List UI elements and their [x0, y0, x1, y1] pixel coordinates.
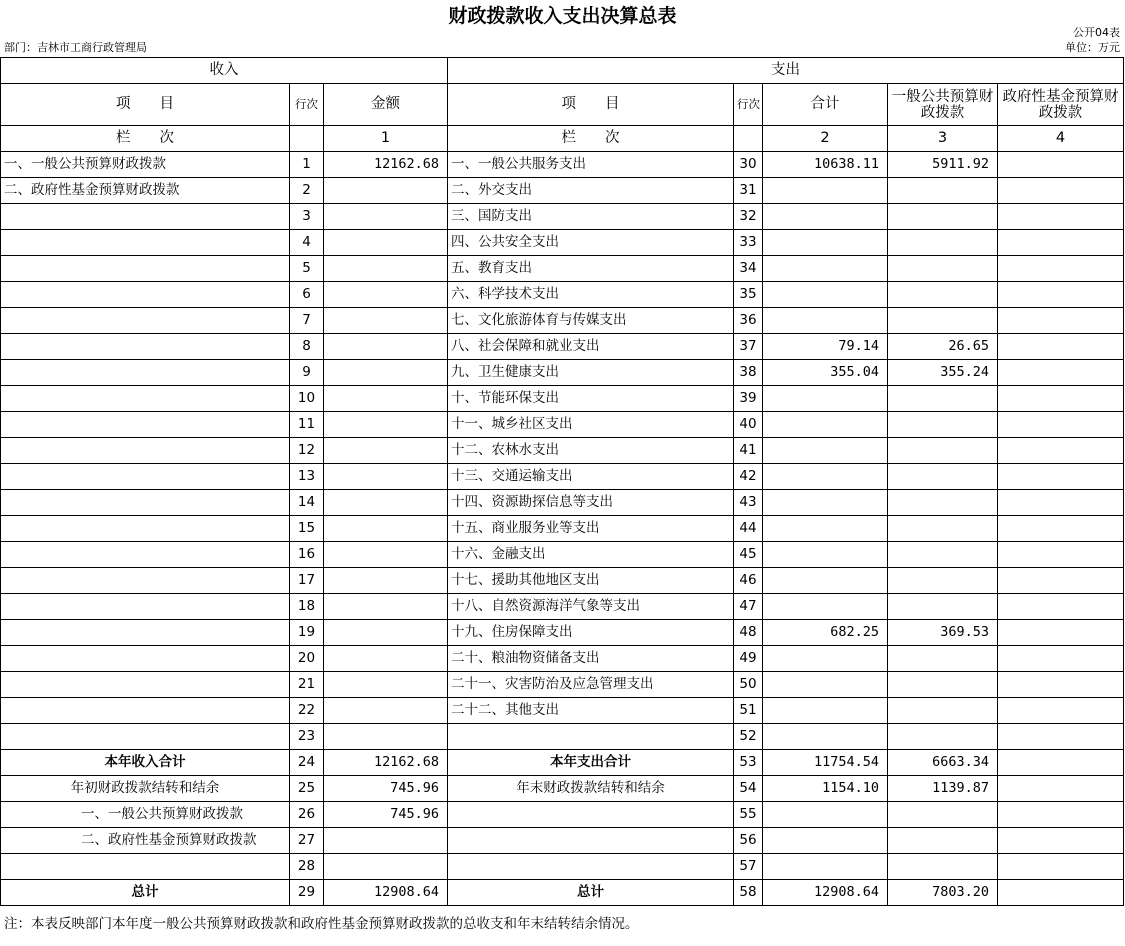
income-amount-cell: [324, 412, 448, 438]
income-row-no-cell: 23: [290, 724, 324, 750]
fund-budget-cell: [998, 698, 1124, 724]
fund-budget-cell: [998, 178, 1124, 204]
income-item-cell: [1, 542, 290, 568]
expense-row-no-cell: 35: [734, 282, 763, 308]
income-amount-cell: [324, 854, 448, 880]
income-item-cell: [1, 412, 290, 438]
income-amount-cell: [324, 256, 448, 282]
general-budget-cell: [888, 672, 998, 698]
income-item-cell: [1, 438, 290, 464]
table-row: [1, 620, 1124, 646]
table-row: [1, 282, 1124, 308]
expense-total-cell: [763, 490, 888, 516]
expense-item-cell: 六、科学技术支出: [448, 282, 734, 308]
expense-row-no-cell: 49: [734, 646, 763, 672]
income-row-no-cell: 9: [290, 360, 324, 386]
expense-total-cell: [763, 178, 888, 204]
income-row-no-cell: 22: [290, 698, 324, 724]
table-row: [1, 802, 1124, 828]
expense-item-cell: 五、教育支出: [448, 256, 734, 282]
income-amount-cell: [324, 204, 448, 230]
expense-total-cell: 12908.64: [763, 880, 888, 906]
income-item-cell: 一、一般公共预算财政拨款: [1, 152, 290, 178]
general-budget-cell: [888, 256, 998, 282]
fund-budget-cell: [998, 516, 1124, 542]
income-item-cell: [1, 308, 290, 334]
expense-item-cell: 四、公共安全支出: [448, 230, 734, 256]
fund-budget-cell: [998, 724, 1124, 750]
table-row: [1, 178, 1124, 204]
table-row: [1, 828, 1124, 854]
income-row-no-cell: 14: [290, 490, 324, 516]
income-row-no-cell: 4: [290, 230, 324, 256]
expense-row-no-cell: 48: [734, 620, 763, 646]
income-row-no-cell: 21: [290, 672, 324, 698]
income-amount-cell: [324, 594, 448, 620]
income-amount-cell: 12908.64: [324, 880, 448, 906]
income-amount-cell: 12162.68: [324, 152, 448, 178]
income-row-no-cell: 6: [290, 282, 324, 308]
expense-total-cell: [763, 698, 888, 724]
fund-budget-cell: [998, 646, 1124, 672]
expense-row-no-cell: 58: [734, 880, 763, 906]
income-item-cell: [1, 256, 290, 282]
income-item-cell: [1, 672, 290, 698]
income-item-cell: 二、政府性基金预算财政拨款: [1, 828, 290, 854]
expense-item-cell: 二、外交支出: [448, 178, 734, 204]
table-row: [1, 542, 1124, 568]
income-item-cell: [1, 464, 290, 490]
expense-total-cell: [763, 646, 888, 672]
column-index-1: 1: [324, 126, 448, 152]
income-amount-cell: [324, 646, 448, 672]
income-section-header: 收入: [1, 58, 448, 84]
fund-budget-cell: [998, 802, 1124, 828]
table-row: [1, 308, 1124, 334]
expense-total-cell: [763, 438, 888, 464]
department-label: 部门：吉林市工商行政管理局: [4, 41, 147, 54]
fund-budget-cell: [998, 490, 1124, 516]
expense-item-cell: 十、节能环保支出: [448, 386, 734, 412]
income-item-cell: [1, 516, 290, 542]
expense-total-cell: 10638.11: [763, 152, 888, 178]
table-row: [1, 646, 1124, 672]
income-row-no-cell: 20: [290, 646, 324, 672]
income-row-no-cell: 18: [290, 594, 324, 620]
table-row: [1, 360, 1124, 386]
income-row-no-cell: 25: [290, 776, 324, 802]
income-row-no-cell: 3: [290, 204, 324, 230]
general-budget-cell: [888, 490, 998, 516]
expense-total-cell: [763, 464, 888, 490]
expense-row-no-cell: 47: [734, 594, 763, 620]
fund-budget-cell: [998, 672, 1124, 698]
expense-item-cell: [448, 724, 734, 750]
expense-row-no-cell: 39: [734, 386, 763, 412]
expense-total-cell: 1154.10: [763, 776, 888, 802]
general-budget-cell: 6663.34: [888, 750, 998, 776]
table-row: [1, 594, 1124, 620]
fund-budget-cell: [998, 620, 1124, 646]
expense-item-cell: 三、国防支出: [448, 204, 734, 230]
fund-budget-cell: [998, 204, 1124, 230]
table-row: [1, 516, 1124, 542]
income-amount-cell: [324, 360, 448, 386]
expense-row-no-cell: 46: [734, 568, 763, 594]
expense-item-cell: 十二、农林水支出: [448, 438, 734, 464]
fund-budget-cell: [998, 438, 1124, 464]
unit-label: 单位：万元: [1065, 41, 1120, 54]
column-header-row: [1, 84, 1124, 126]
income-item-cell: 本年收入合计: [1, 750, 290, 776]
expense-row-no-cell: 52: [734, 724, 763, 750]
general-budget-header: 一般公共预算财政拨款: [888, 84, 998, 126]
income-amount-cell: 745.96: [324, 802, 448, 828]
expense-row-no-cell: 53: [734, 750, 763, 776]
general-budget-cell: [888, 594, 998, 620]
expense-row-no-cell: 33: [734, 230, 763, 256]
expense-total-cell: [763, 204, 888, 230]
income-item-cell: [1, 724, 290, 750]
table-row: [1, 776, 1124, 802]
expense-row-no-cell: 54: [734, 776, 763, 802]
expense-item-cell: 八、社会保障和就业支出: [448, 334, 734, 360]
expense-item-cell: 十七、援助其他地区支出: [448, 568, 734, 594]
expense-total-cell: [763, 854, 888, 880]
fund-budget-cell: [998, 360, 1124, 386]
income-item-header: 项 目: [1, 84, 290, 126]
income-item-cell: [1, 594, 290, 620]
income-row-no-cell: 24: [290, 750, 324, 776]
income-item-cell: [1, 568, 290, 594]
income-amount-cell: 12162.68: [324, 750, 448, 776]
expense-row-no-cell: 43: [734, 490, 763, 516]
expense-total-cell: [763, 724, 888, 750]
section-header-row: [1, 58, 1124, 84]
income-row-no-cell: 29: [290, 880, 324, 906]
income-amount-cell: [324, 672, 448, 698]
expense-item-cell: 年末财政拨款结转和结余: [448, 776, 734, 802]
expense-row-no-header: 行次: [734, 84, 763, 126]
income-amount-cell: [324, 438, 448, 464]
table-row: [1, 698, 1124, 724]
income-item-cell: 年初财政拨款结转和结余: [1, 776, 290, 802]
general-budget-cell: [888, 568, 998, 594]
fund-budget-cell: [998, 230, 1124, 256]
expense-row-no-cell: 40: [734, 412, 763, 438]
income-item-cell: 二、政府性基金预算财政拨款: [1, 178, 290, 204]
expense-total-cell: [763, 308, 888, 334]
income-row-no-cell: 13: [290, 464, 324, 490]
income-row-no-cell: 16: [290, 542, 324, 568]
expense-item-cell: 七、文化旅游体育与传媒支出: [448, 308, 734, 334]
table-row: [1, 412, 1124, 438]
column-index-4: 4: [998, 126, 1124, 152]
expense-total-cell: 79.14: [763, 334, 888, 360]
income-item-cell: [1, 490, 290, 516]
fund-budget-cell: [998, 854, 1124, 880]
expense-row-no-cell: 44: [734, 516, 763, 542]
expense-total-cell: [763, 802, 888, 828]
income-amount-cell: [324, 386, 448, 412]
table-row: [1, 256, 1124, 282]
income-amount-cell: [324, 698, 448, 724]
expense-item-cell: 十一、城乡社区支出: [448, 412, 734, 438]
table-row: [1, 854, 1124, 880]
general-budget-cell: [888, 308, 998, 334]
expense-row-no-cell: 51: [734, 698, 763, 724]
expense-row-no-cell: 38: [734, 360, 763, 386]
expense-row-no-cell: 45: [734, 542, 763, 568]
general-budget-cell: 7803.20: [888, 880, 998, 906]
fund-budget-cell: [998, 594, 1124, 620]
table-row: [1, 672, 1124, 698]
expense-total-cell: [763, 282, 888, 308]
expense-total-cell: [763, 828, 888, 854]
income-item-cell: [1, 204, 290, 230]
income-amount-header: 金额: [324, 84, 448, 126]
expense-row-no-cell: 30: [734, 152, 763, 178]
table-row: [1, 464, 1124, 490]
general-budget-cell: [888, 698, 998, 724]
income-item-cell: [1, 282, 290, 308]
expense-total-cell: [763, 594, 888, 620]
income-row-no-cell: 28: [290, 854, 324, 880]
expense-row-no-index: [734, 126, 763, 152]
income-row-no-cell: 26: [290, 802, 324, 828]
general-budget-cell: [888, 802, 998, 828]
income-item-cell: [1, 698, 290, 724]
fund-budget-cell: [998, 282, 1124, 308]
income-row-no-cell: 15: [290, 516, 324, 542]
table-row: [1, 334, 1124, 360]
income-amount-cell: [324, 308, 448, 334]
expense-total-cell: [763, 412, 888, 438]
income-amount-cell: [324, 490, 448, 516]
expense-row-no-cell: 34: [734, 256, 763, 282]
expense-item-cell: 一、一般公共服务支出: [448, 152, 734, 178]
expense-item-cell: 十五、商业服务业等支出: [448, 516, 734, 542]
expense-total-cell: [763, 230, 888, 256]
general-budget-cell: 355.24: [888, 360, 998, 386]
table-row: [1, 204, 1124, 230]
fund-budget-cell: [998, 542, 1124, 568]
expense-item-cell: 十六、金融支出: [448, 542, 734, 568]
expense-item-cell: 本年支出合计: [448, 750, 734, 776]
income-column-label: 栏 次: [1, 126, 290, 152]
income-row-no-cell: 1: [290, 152, 324, 178]
table-row: [1, 386, 1124, 412]
income-amount-cell: [324, 724, 448, 750]
expense-row-no-cell: 50: [734, 672, 763, 698]
income-row-no-cell: 10: [290, 386, 324, 412]
income-item-cell: [1, 230, 290, 256]
general-budget-cell: [888, 282, 998, 308]
income-amount-cell: [324, 282, 448, 308]
income-item-cell: [1, 646, 290, 672]
expense-total-cell: [763, 542, 888, 568]
general-budget-cell: [888, 854, 998, 880]
table-row: [1, 230, 1124, 256]
column-index-3: 3: [888, 126, 998, 152]
general-budget-cell: [888, 412, 998, 438]
income-row-no-cell: 11: [290, 412, 324, 438]
general-budget-cell: [888, 438, 998, 464]
expense-item-cell: 十八、自然资源海洋气象等支出: [448, 594, 734, 620]
general-budget-cell: 369.53: [888, 620, 998, 646]
expense-row-no-cell: 41: [734, 438, 763, 464]
income-item-cell: 一、一般公共预算财政拨款: [1, 802, 290, 828]
form-number: 公开04表: [1073, 26, 1120, 39]
income-amount-cell: [324, 516, 448, 542]
income-amount-cell: [324, 620, 448, 646]
general-budget-cell: 26.65: [888, 334, 998, 360]
fund-budget-cell: [998, 568, 1124, 594]
expense-item-cell: 十四、资源勘探信息等支出: [448, 490, 734, 516]
income-item-cell: [1, 360, 290, 386]
general-budget-cell: [888, 464, 998, 490]
general-budget-cell: [888, 646, 998, 672]
general-budget-cell: [888, 724, 998, 750]
fund-budget-cell: [998, 828, 1124, 854]
income-amount-cell: 745.96: [324, 776, 448, 802]
table-row: [1, 568, 1124, 594]
expense-item-cell: [448, 802, 734, 828]
income-item-cell: [1, 334, 290, 360]
expense-item-cell: [448, 854, 734, 880]
income-item-cell: [1, 854, 290, 880]
fund-budget-cell: [998, 464, 1124, 490]
general-budget-cell: [888, 516, 998, 542]
expense-total-cell: [763, 386, 888, 412]
expense-row-no-cell: 32: [734, 204, 763, 230]
expense-total-cell: [763, 568, 888, 594]
expense-item-header: 项 目: [448, 84, 734, 126]
income-row-no-cell: 12: [290, 438, 324, 464]
table-row: [1, 490, 1124, 516]
general-budget-cell: [888, 230, 998, 256]
expense-total-cell: 682.25: [763, 620, 888, 646]
fund-budget-header: 政府性基金预算财政拨款: [998, 84, 1124, 126]
table-row: [1, 724, 1124, 750]
budget-table: [0, 57, 1124, 906]
income-row-no-cell: 17: [290, 568, 324, 594]
income-amount-cell: [324, 464, 448, 490]
income-row-no-cell: 7: [290, 308, 324, 334]
income-row-no-header: 行次: [290, 84, 324, 126]
fund-budget-cell: [998, 386, 1124, 412]
table-row: [1, 152, 1124, 178]
expense-row-no-cell: 57: [734, 854, 763, 880]
fund-budget-cell: [998, 256, 1124, 282]
income-amount-cell: [324, 542, 448, 568]
expense-row-no-cell: 36: [734, 308, 763, 334]
footnote: 注：本表反映部门本年度一般公共预算财政拨款和政府性基金预算财政拨款的总收支和年末结转结余情况。: [4, 916, 639, 932]
expense-item-cell: 二十二、其他支出: [448, 698, 734, 724]
expense-total-cell: 11754.54: [763, 750, 888, 776]
general-budget-cell: 5911.92: [888, 152, 998, 178]
fund-budget-cell: [998, 750, 1124, 776]
fund-budget-cell: [998, 152, 1124, 178]
general-budget-cell: [888, 542, 998, 568]
fund-budget-cell: [998, 880, 1124, 906]
expense-total-cell: [763, 516, 888, 542]
income-item-cell: [1, 386, 290, 412]
income-row-no-cell: 5: [290, 256, 324, 282]
expense-item-cell: 九、卫生健康支出: [448, 360, 734, 386]
income-row-no-cell: 2: [290, 178, 324, 204]
income-row-no-cell: 27: [290, 828, 324, 854]
expense-item-cell: [448, 828, 734, 854]
expense-row-no-cell: 31: [734, 178, 763, 204]
income-amount-cell: [324, 230, 448, 256]
general-budget-cell: [888, 386, 998, 412]
expense-item-cell: 二十一、灾害防治及应急管理支出: [448, 672, 734, 698]
income-amount-cell: [324, 568, 448, 594]
expense-item-cell: 二十、粮油物资储备支出: [448, 646, 734, 672]
expense-row-no-cell: 37: [734, 334, 763, 360]
column-index-row: [1, 126, 1124, 152]
expense-item-cell: 总计: [448, 880, 734, 906]
expense-total-cell: [763, 672, 888, 698]
income-row-no-index: [290, 126, 324, 152]
income-amount-cell: [324, 178, 448, 204]
fund-budget-cell: [998, 308, 1124, 334]
expense-total-cell: 355.04: [763, 360, 888, 386]
income-row-no-cell: 8: [290, 334, 324, 360]
general-budget-cell: 1139.87: [888, 776, 998, 802]
fund-budget-cell: [998, 776, 1124, 802]
expense-column-label: 栏 次: [448, 126, 734, 152]
table-row: [1, 880, 1124, 906]
expense-section-header: 支出: [448, 58, 1124, 84]
income-item-cell: [1, 620, 290, 646]
expense-row-no-cell: 42: [734, 464, 763, 490]
expense-total-header: 合计: [763, 84, 888, 126]
column-index-2: 2: [763, 126, 888, 152]
fund-budget-cell: [998, 412, 1124, 438]
general-budget-cell: [888, 204, 998, 230]
general-budget-cell: [888, 178, 998, 204]
income-amount-cell: [324, 334, 448, 360]
table-row: [1, 438, 1124, 464]
general-budget-cell: [888, 828, 998, 854]
expense-row-no-cell: 55: [734, 802, 763, 828]
expense-item-cell: 十九、住房保障支出: [448, 620, 734, 646]
income-row-no-cell: 19: [290, 620, 324, 646]
expense-item-cell: 十三、交通运输支出: [448, 464, 734, 490]
report-title: 财政拨款收入支出决算总表: [448, 5, 677, 27]
income-amount-cell: [324, 828, 448, 854]
expense-row-no-cell: 56: [734, 828, 763, 854]
fund-budget-cell: [998, 334, 1124, 360]
expense-total-cell: [763, 256, 888, 282]
table-row: [1, 750, 1124, 776]
income-item-cell: 总计: [1, 880, 290, 906]
